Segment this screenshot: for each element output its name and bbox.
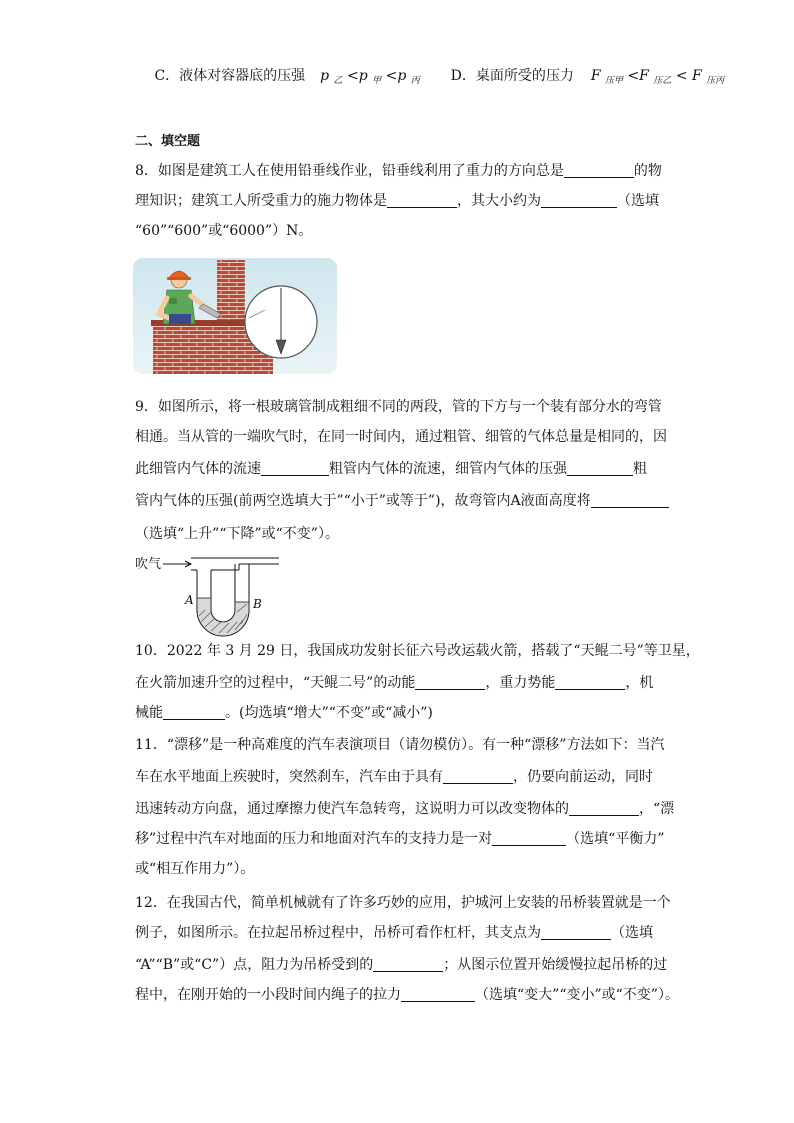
q12-text-3b: ；从图示位置开始缓慢拉起吊桥的过 bbox=[443, 957, 668, 973]
q11-text-3a: 迅速转动方向盘，通过摩擦力使汽车急转弯，这说明力可以改变物体的 bbox=[135, 801, 569, 817]
q7-option-c-sub2: 甲 bbox=[372, 76, 382, 86]
q11-line-5: 或“相互作用力”）。 bbox=[135, 861, 255, 877]
q8-text-1a: 8．如图是建筑工人在使用铅垂线作业，铅垂线利用了重力的方向总是 bbox=[135, 163, 564, 179]
q7-option-c-lt1: <p bbox=[346, 68, 368, 84]
q9-line-5: （选填“上升”“下降”或“不变”）。 bbox=[135, 526, 339, 542]
q8-line-2 bbox=[135, 191, 665, 211]
q11-line-4 bbox=[135, 829, 665, 849]
section-heading: 二、填空题 bbox=[135, 134, 201, 149]
q9-text-3c: 粗 bbox=[633, 461, 647, 477]
q9-line-4 bbox=[135, 491, 665, 511]
q8-text-2c: （选填 bbox=[617, 193, 659, 209]
q10-text-2c: ，机 bbox=[625, 675, 654, 691]
q12-text-2a: 例子，如图所示。在拉起吊桥过程中，吊桥可看作杠杆，其支点为 bbox=[135, 925, 541, 941]
q8-blank-2[interactable] bbox=[387, 191, 457, 208]
q11-text-4b: （选填“平衡力” bbox=[566, 831, 665, 847]
q10-text-2a: 在火箭加速升空的过程中，“天鲲二号”的动能 bbox=[135, 675, 416, 691]
q11-blank-3[interactable] bbox=[492, 829, 566, 846]
q7-option-d-F: F bbox=[590, 68, 601, 84]
q7-option-c-lt2: <p bbox=[385, 68, 407, 84]
q8-blank-3[interactable] bbox=[541, 191, 617, 208]
q10-line-2 bbox=[135, 673, 665, 693]
q8-blank-1[interactable] bbox=[564, 161, 634, 178]
q11-text-3b: ，“漂 bbox=[639, 801, 675, 817]
q9-text-4a: 管内气体的压强(前两空选填大于”“小于”或等于”)，故弯管内A液面高度将 bbox=[135, 493, 591, 509]
q7-option-d-lt2: < F bbox=[675, 68, 702, 84]
q7-option-c-sub3: 丙 bbox=[410, 76, 420, 86]
q7-option-d-sub1: 压甲 bbox=[604, 76, 623, 86]
q11-text-2b: ，仍要向前运动，同时 bbox=[513, 769, 653, 785]
q12-blank-3[interactable] bbox=[401, 985, 475, 1002]
q7-option-c-sub1: 乙 bbox=[333, 76, 343, 86]
q9-blank-2[interactable] bbox=[567, 459, 633, 476]
q12-line-4 bbox=[135, 985, 679, 1005]
worker-plumb-line-figure bbox=[133, 258, 337, 374]
q9-text-3a: 此细管内气体的流速 bbox=[135, 461, 261, 477]
q10-text-2b: ，重力势能 bbox=[485, 675, 556, 691]
q12-line-1: 12．在我国古代，简单机械就有了许多巧妙的应用，护城河上安装的吊桥装置就是一个 bbox=[135, 895, 671, 911]
q10-blank-1[interactable] bbox=[415, 673, 485, 690]
q9-line-2: 相通。当从管的一端吹气时，在同一时间内，通过粗管、细管的气体总量是相同的，因 bbox=[135, 429, 667, 445]
q8-line-3: “60”“600”或“6000”）N。 bbox=[135, 223, 313, 239]
q9-blank-1[interactable] bbox=[261, 459, 329, 476]
q12-blank-2[interactable] bbox=[373, 955, 443, 972]
q7-option-c-p: p bbox=[320, 68, 330, 84]
q7-option-d-text: D．桌面所受的压力 bbox=[450, 68, 574, 84]
q11-text-2a: 车在水平地面上疾驶时，突然刹车，汽车由于具有 bbox=[135, 769, 443, 785]
q12-line-3 bbox=[135, 955, 668, 975]
q7-option-c-text: C．液体对容器底的压强 bbox=[154, 68, 306, 84]
q11-text-4a: 移”过程中汽车对地面的压力和地面对汽车的支持力是一对 bbox=[135, 831, 493, 847]
q11-line-1: 11．“漂移”是一种高难度的汽车表演项目（请勿模仿）。有一种“漂移”方法如下：当汽 bbox=[135, 737, 665, 753]
q11-line-3 bbox=[135, 799, 675, 819]
q8-line-1 bbox=[135, 161, 665, 181]
q10-text-3b: 。(均选填“增大”“不变”或“减小”) bbox=[225, 705, 433, 721]
q12-text-4b: （选填“变大”“变小”或“不变”）。 bbox=[475, 987, 679, 1003]
q11-line-2 bbox=[135, 767, 665, 787]
blow-label: 吹气 bbox=[135, 557, 162, 572]
q11-blank-2[interactable] bbox=[569, 799, 639, 816]
q7-option-d-sub2: 压乙 bbox=[653, 76, 672, 86]
label-A: A bbox=[185, 593, 194, 607]
q7-option-d-lt1: <F bbox=[627, 68, 649, 84]
q10-blank-3[interactable] bbox=[163, 703, 225, 720]
q12-blank-1[interactable] bbox=[541, 923, 611, 940]
q10-text-3a: 械能 bbox=[135, 705, 163, 721]
q10-blank-2[interactable] bbox=[555, 673, 625, 690]
q8-text-1b: 的物 bbox=[633, 163, 662, 179]
q9-blank-3[interactable] bbox=[591, 491, 669, 508]
q9-line-3 bbox=[135, 459, 665, 479]
q12-text-3a: “A”“B”或“C”）点，阻力为吊桥受到的 bbox=[135, 957, 374, 973]
q10-line-3 bbox=[135, 703, 665, 723]
tube-figure bbox=[133, 552, 293, 638]
q8-text-2a: 理知识；建筑工人所受重力的施力物体是 bbox=[135, 193, 387, 209]
q8-text-2b: ，其大小约为 bbox=[457, 193, 541, 209]
q7-options-line bbox=[135, 66, 725, 91]
q11-blank-1[interactable] bbox=[443, 767, 513, 784]
q10-line-1: 10．2022 年 3 月 29 日，我国成功发射长征六号改运载火箭，搭载了“天鲲二号”等卫星， bbox=[135, 643, 700, 659]
q9-line-1: 9．如图所示，将一根玻璃管制成粗细不同的两段，管的下方与一个装有部分水的弯管 bbox=[135, 399, 662, 415]
q12-line-2 bbox=[135, 923, 665, 943]
q7-option-d-sub3: 压丙 bbox=[706, 76, 725, 86]
q9-text-3b: 粗管内气体的流速，细管内气体的压强 bbox=[329, 461, 567, 477]
q12-text-4a: 程中，在刚开始的一小段时间内绳子的拉力 bbox=[135, 987, 401, 1003]
q12-text-2b: （选填 bbox=[611, 925, 653, 941]
label-B: B bbox=[253, 597, 262, 611]
